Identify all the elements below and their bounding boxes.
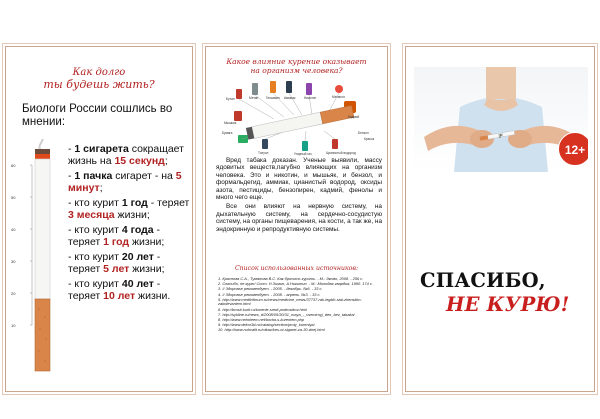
cigarette-scale-illustration bbox=[11, 139, 60, 381]
source-item[interactable]: 5. http://www.medlinforum.ru/news/medicine_news/37737-rak-legkih-stal-zhenskim-zabolevaniem.html bbox=[218, 296, 362, 307]
source-item[interactable]: 6. http://brosit-kurit.ru/kurenie-sredi-podrostkov.html bbox=[218, 306, 307, 312]
sources-list bbox=[218, 277, 382, 333]
source-item[interactable]: 9. http://www.dekor3d.ru/catalog/section/proty_kureniya/ bbox=[218, 322, 315, 328]
chemical-label: Гексамин bbox=[266, 96, 280, 100]
health-effects-text bbox=[216, 157, 382, 235]
fact-item: - кто курит 4 года - теряет 1 год жизни; bbox=[68, 223, 165, 248]
panel1-subtitle: Биологи России сошлись во мнении: bbox=[22, 103, 173, 128]
paragraph-toxins: Вред табака доказан. Ученые выявили, массу ядовитых веществ,пагубно влияющих на организм человека. Это и никотин, и мышьяк, и бензол, и формальдегид, аммиак, цианистый водород, оксиды азота, пестициды, бензопирен, кадмий, фенолы и много чего еще. bbox=[216, 157, 382, 202]
source-item[interactable]: 7. http://sykline.ru/news_d/2008/05/30/31_maya_-_vsemirnyj_den_bez_tabaka/ bbox=[218, 311, 355, 317]
fact-item: - кто курит 40 лет - теряет 10 лет жизни. bbox=[68, 277, 171, 302]
chemical-label: Толуол bbox=[258, 151, 269, 155]
source-item: 3. // Здоровье рекомендует. - 2005. - декабрь. №6. - 33 с. bbox=[218, 286, 323, 292]
cigarette-illustration bbox=[20, 139, 60, 381]
sources-title: Список использованных источников: bbox=[234, 265, 359, 272]
panel-life-loss bbox=[5, 46, 193, 392]
chemical-label: Мышьяк bbox=[224, 121, 237, 125]
chemical-label: Красок bbox=[364, 137, 375, 141]
scale-tick-label: 20 bbox=[11, 291, 16, 296]
source-item: 2. Спасибо, не курю! Сост. Н.Зимин, А.Никитин. - М.: Молодая гвардия, 1990. 174 с. bbox=[218, 281, 373, 287]
chemical-label: Бумага bbox=[222, 131, 233, 135]
source-item[interactable]: 10. http://www.nuhvalit.ru/otkaz/kes-ot-sigaret-za-30-dnej.html bbox=[218, 327, 325, 333]
panel-thanks-no-smoking bbox=[405, 46, 595, 392]
panel2-title: Какое влияние курение оказывает на организм человека? bbox=[226, 57, 367, 75]
fact-item: - 1 пачка сигарет - на 5 минут; bbox=[68, 169, 182, 195]
chemical-label: Цианистый водород bbox=[326, 151, 356, 155]
scale-tick-label: 60 bbox=[11, 163, 16, 168]
panel-health-effects bbox=[205, 46, 388, 392]
chemical-label: Метан bbox=[249, 96, 259, 100]
scale-tick-label: 30 bbox=[11, 259, 16, 264]
fact-item: - кто курит 20 лет - теряет 5 лет жизни; bbox=[68, 250, 165, 275]
life-loss-facts-list bbox=[68, 143, 190, 304]
source-item: 4. // Здоровье рекомендует. - 2008. - апрель. №3. - 33 с. bbox=[218, 291, 321, 297]
fact-item: - кто курит 1 год - теряет 3 месяца жизни; bbox=[68, 196, 190, 222]
chemical-label: Бензол bbox=[358, 131, 369, 135]
source-item[interactable]: 8. http://www.neboleem.net/borba-s-kureniem.php bbox=[218, 316, 305, 322]
chemical-label: Бутан bbox=[226, 97, 235, 101]
scale-tick-label: 10 bbox=[11, 323, 16, 328]
chemical-label: Кадмий bbox=[348, 115, 360, 119]
fact-item: - 1 сигарета сокращает жизнь на 15 секунд; bbox=[68, 143, 184, 168]
breaking-cigarette-photo bbox=[414, 67, 588, 172]
chemical-label: Угарный газ bbox=[294, 152, 312, 156]
chemical-label: Никотин bbox=[304, 96, 317, 100]
chemicals-illustration bbox=[214, 79, 382, 159]
scale-tick-label: 50 bbox=[11, 195, 16, 200]
chemical-label: Аммиак bbox=[284, 96, 296, 100]
chemical-label: Метанол bbox=[332, 95, 345, 99]
scale-tick-label: 40 bbox=[11, 227, 16, 232]
source-item: 1. Краснова С.А., Туманова В.С. Как бросить курить. - М.: Эксмо, 2008. - 256 с. bbox=[218, 276, 364, 281]
panel1-title: Как долго ты будешь жить? bbox=[43, 67, 155, 91]
age-rating-badge: 12+ bbox=[558, 132, 588, 166]
paragraph-systems: Все они влияют на нервную систему, на дыхательную систему, на сердечно-сосудистую систему, на органы пищеварения, на кости, а так же, на эндокринную и репродуктивную системы. bbox=[216, 203, 382, 233]
thanks-slogan: СПАСИБО, НЕ КУРЮ! bbox=[420, 269, 570, 316]
